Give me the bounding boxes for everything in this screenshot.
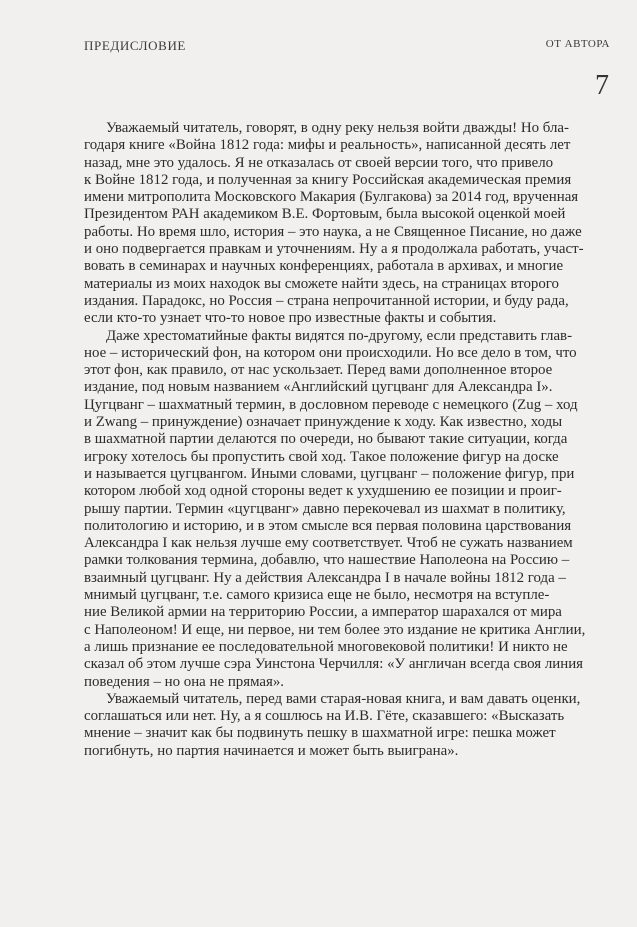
text-line: и Zwang – принуждение) означает принуждение к ходу. Как известно, ходы — [84, 414, 563, 431]
text-line: мнение – значит как бы подвинуть пешку в шахматной игре: пешка может — [84, 725, 556, 742]
body-text — [84, 120, 586, 760]
text-line: политологию и историю, и в этом смысле вся первая половина царствования — [84, 517, 572, 534]
text-line: если кто-то узнает что-то новое про известные факты и события. — [84, 310, 497, 327]
text-line: назад, мне это удалось. Я не отказалась от своей версии того, что привело — [84, 154, 554, 171]
chapter-label: ОТ АВТОРА — [545, 38, 610, 50]
text-line: с Наполеоном! И еще, ни первое, ни тем более это издание не критика Англии, — [84, 621, 586, 638]
text-line: мнимый цугцванг, т.е. самого кризиса еще не было, несмотря на вступле- — [84, 587, 550, 604]
paragraph — [84, 327, 586, 691]
text-line: Президентом РАН академиком В.Е. Фортовым, была высокой оценкой моей — [84, 206, 566, 223]
text-line: игроку хотелось бы пропустить свой ход. Такое положение фигур на доске — [84, 448, 559, 465]
text-line: рамки толкования термина, добавлю, что нашествие Наполеона на Россию – — [84, 552, 570, 569]
text-line: погибнуть, но партия начинается и может быть выиграна». — [84, 742, 459, 759]
text-line: Даже хрестоматийные факты видятся по-другому, если представить глав- — [106, 327, 573, 344]
text-line: котором любой ход одной стороны ведет к ухудшению ее позиции и проиг- — [84, 483, 562, 500]
text-line: соглашаться или нет. Ну, а я сошлюсь на И.В. Гёте, сказавшего: «Высказать — [84, 708, 565, 725]
text-line: Александра I как нельзя лучше ему соответствует. Чтоб не сужать названием — [84, 535, 573, 552]
section-title: ПРЕДИСЛОВИЕ — [84, 38, 186, 53]
text-line: Уважаемый читатель, перед вами старая-новая книга, и вам давать оценки, — [106, 690, 581, 707]
text-line: в шахматной партии делаются по очереди, но бывают такие ситуации, когда — [84, 431, 568, 448]
text-line: ное – исторический фон, на котором они происходили. Но все дело в том, что — [84, 344, 577, 361]
text-line: и оно подвергается правкам и уточнениям. Ну а я продолжала работать, участ- — [84, 241, 584, 258]
text-line: Уважаемый читатель, говорят, в одну реку нельзя войти дважды! Но бла- — [106, 120, 569, 136]
text-line: поведения – но она не прямая». — [84, 673, 285, 690]
text-line: а лишь признание ее последовательной многовековой политики! И никто не — [84, 638, 568, 655]
text-line: рышу партии. Термин «цугцванг» давно перекочевал из шахмат в политику, — [84, 500, 566, 517]
text-line: Цугцванг – шахматный термин, в дословном переводе с немецкого (Zug – ход — [84, 396, 578, 413]
text-line: издание, под новым названием «Английский цугцванг для Александра I». — [84, 379, 553, 396]
paragraph — [84, 120, 584, 328]
text-line: взаимный цугцванг. Ну а действия Александра I в начале войны 1812 года – — [84, 569, 566, 586]
text-line: к Войне 1812 года, и полученная за книгу Российская академическая премия — [84, 171, 572, 188]
text-line: вовать в семинарах и научных конференциях, работала в архивах, и многие — [84, 258, 564, 275]
text-line: сказал об этом лучше сэра Уинстона Черчилля: «У англичан всегда своя линия — [84, 656, 584, 673]
page-number: 7 — [595, 70, 609, 101]
text-line: ние Великой армии на территорию России, а император шарахался от мира — [84, 604, 562, 621]
text-line: годаря книге «Война 1812 года: мифы и реальность», написанной десять лет — [84, 137, 571, 154]
text-line: и называется цугцвангом. Иными словами, цугцванг – положение фигур, при — [84, 465, 575, 482]
paragraph — [84, 690, 581, 760]
text-line: материалы из моих находок вы сможете найти здесь, на страницах второго — [84, 275, 559, 292]
text-line: издания. Парадокс, но Россия – страна непрочитанной истории, и буду рада, — [84, 292, 569, 309]
text-line: этот фон, как правило, от нас ускользает. Перед вами дополненное второе — [84, 362, 553, 379]
text-line: работы. Но время шло, история – это наука, а не Священное Писание, но даже — [84, 223, 582, 240]
text-line: имени митрополита Московского Макария (Булгакова) за 2014 год, врученная — [84, 189, 579, 206]
